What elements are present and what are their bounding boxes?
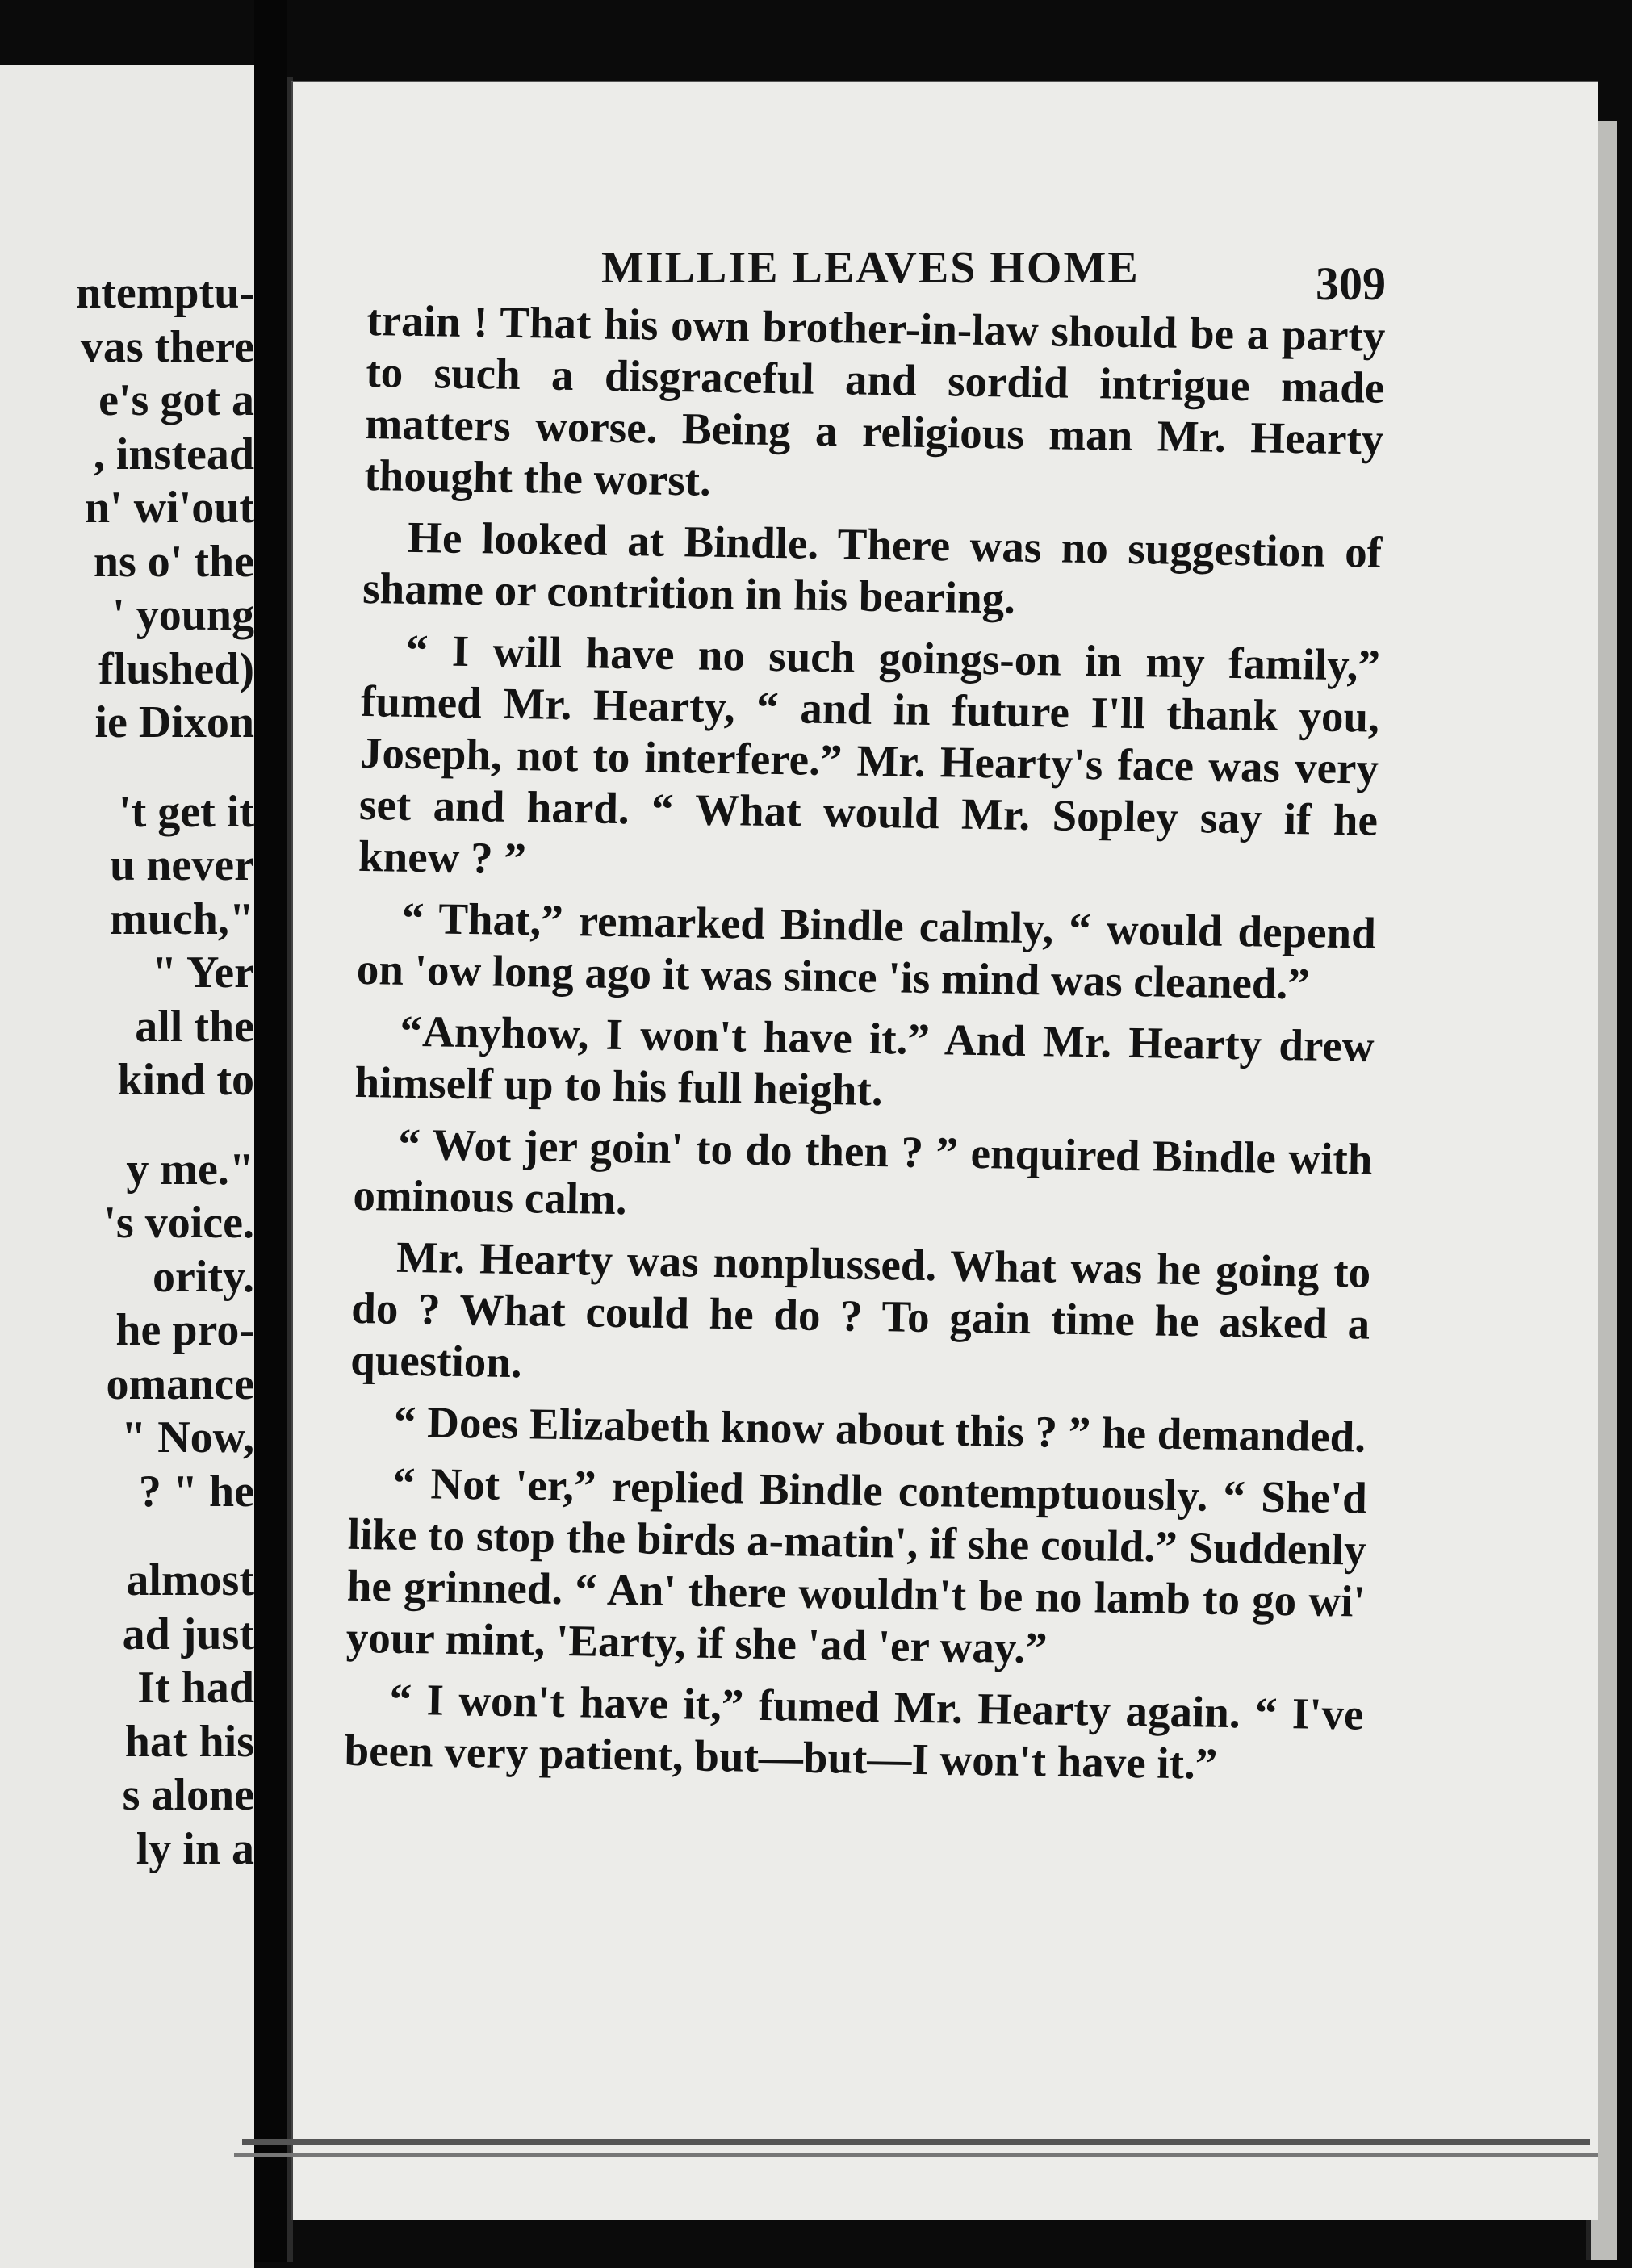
paragraph: train ! That his own brother-in-law should be a party to such a disgraceful and sordid intrigue made matters worse. Being a religious man Mr. Hearty thought the worst. xyxy=(364,295,1386,505)
left-page-line: ly in a xyxy=(136,1823,254,1874)
paragraph: “ Wot jer goin' to do then ? ” enquired Bindle with ominous calm. xyxy=(352,1119,1373,1224)
paragraph: “ Not 'er,” replied Bindle contemptuously. “ She'd like to stop the birds a-matin', if she could.” Suddenly he grinned. “ An' there wouldn't be no lamb to go wi' your mint, 'Earty, if she 'ad 'er way.” xyxy=(345,1458,1368,1673)
paragraph: Mr. Hearty was nonplussed. What was he going to do ? What could he do ? To gain time he asked a question. xyxy=(349,1232,1371,1387)
left-page-line: ority. xyxy=(153,1251,254,1302)
left-page-line: kind to xyxy=(117,1055,254,1105)
left-page-line: ad just xyxy=(122,1609,254,1659)
left-page-line: omance xyxy=(106,1358,254,1409)
paragraph: “ That,” remarked Bindle calmly, “ would depend on 'ow long ago it was since 'is mind was cleaned.” xyxy=(356,893,1377,1009)
page-bottom-edge xyxy=(242,2139,1590,2145)
left-page-line: ntemptu- xyxy=(76,268,254,318)
left-page-line: all the xyxy=(135,1001,254,1052)
left-page-line: ie Dixon xyxy=(94,697,254,747)
left-page-line: ? " he xyxy=(138,1466,254,1517)
left-page-line: u never xyxy=(110,840,254,890)
left-page-line: It had xyxy=(137,1663,254,1713)
paragraph: “ Does Elizabeth know about this ? ” he demanded. xyxy=(393,1396,1366,1462)
paragraph: “ I will have no such goings-on in my family,” fumed Mr. Hearty, “ and in future I'll thank you, Joseph, not to interfere.” Mr. Hearty's face was very set and hard. “ What would Mr. Sopley say if he knew ? ” xyxy=(358,625,1381,884)
left-page-line: e's got a xyxy=(98,375,254,425)
left-page-line: almost xyxy=(126,1555,254,1605)
left-page-line xyxy=(0,1107,254,1143)
left-page-line: y me." xyxy=(126,1144,254,1195)
page-body xyxy=(344,295,1386,1802)
page-number: 309 xyxy=(1316,257,1386,310)
left-page-line: flushed) xyxy=(98,643,254,694)
paragraph: “ I won't have it,” fumed Mr. Hearty again. “ I've been very patient, but—but—I won't have it.” xyxy=(344,1674,1365,1789)
left-page-line: , instead xyxy=(93,429,254,479)
left-page-line: s alone xyxy=(122,1770,254,1820)
running-head: MILLIE LEAVES HOME xyxy=(601,243,1140,293)
book-gutter xyxy=(254,0,287,2262)
left-page-line: hat his xyxy=(124,1716,254,1767)
left-page-line: " Yer xyxy=(152,948,254,998)
paragraph: “Anyhow, I won't have it.” And Mr. Hearty drew himself up to his full height. xyxy=(354,1006,1375,1115)
left-page-line: 's voice. xyxy=(103,1198,254,1248)
left-page-line: " Now, xyxy=(121,1412,254,1462)
left-page-line: 't get it xyxy=(119,786,254,837)
page-bottom-edge-lower xyxy=(234,2153,1598,2157)
left-page-line xyxy=(0,1518,254,1554)
left-page-text xyxy=(0,266,254,1876)
left-page-line: much," xyxy=(110,893,254,944)
paragraph: He looked at Bindle. There was no suggestion of shame or contrition in his bearing. xyxy=(362,512,1383,623)
left-page-line: ns o' the xyxy=(93,536,254,587)
left-page-line: ' young xyxy=(112,590,254,640)
left-page-line: he pro- xyxy=(115,1305,254,1355)
left-page-line xyxy=(0,750,254,785)
left-page-line: vas there xyxy=(80,321,254,372)
left-page-line: n' wi'out xyxy=(84,483,254,533)
left-page-fragment xyxy=(0,65,254,2268)
